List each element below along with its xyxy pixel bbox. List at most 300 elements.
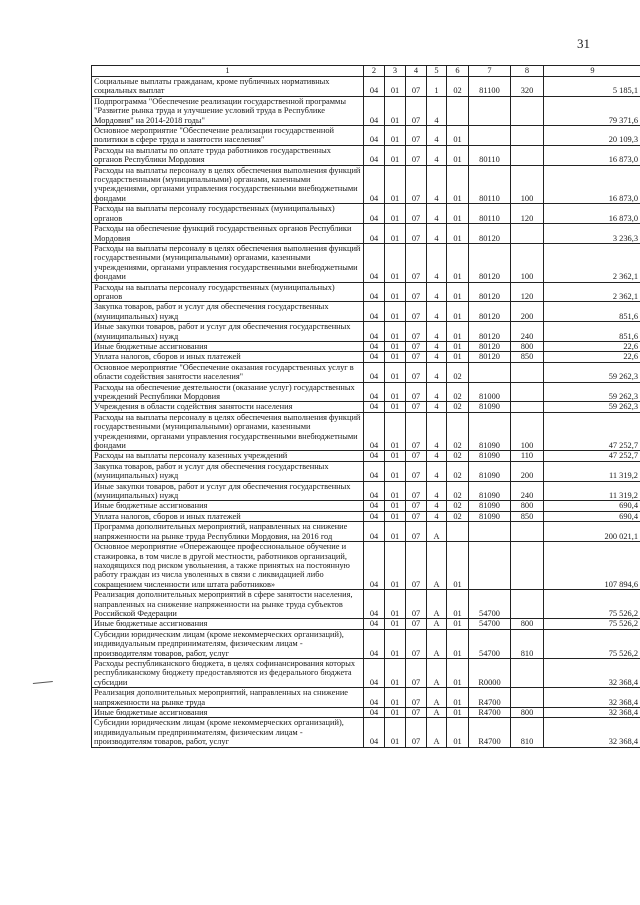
cell-subprogram: 02 [447, 77, 469, 97]
cell-amount: 11 319,2 [544, 461, 640, 481]
cell-program: А [427, 590, 447, 619]
cell-direction: 80110 [469, 165, 511, 204]
cell-direction [469, 96, 511, 125]
cell-direction: 81090 [469, 402, 511, 412]
table-row [92, 511, 640, 521]
cell-name: Расходы на выплаты персоналу в целях обеспечения выполнения функций государственными (муниципальными) органами, казенными учреждениями, органами управления государственными внебюджетными фондами [92, 165, 364, 204]
cell-section: 01 [385, 204, 406, 224]
cell-amount: 851,6 [544, 302, 640, 322]
cell-expense-type [511, 522, 544, 542]
cell-direction: R4700 [469, 718, 511, 747]
cell-subprogram: 01 [447, 282, 469, 302]
cell-name: Программа дополнительных мероприятий, направленных на снижение напряженности на рынке труда Республики Мордовия, на 2016 год [92, 522, 364, 542]
table-row [92, 708, 640, 718]
cell-amount: 5 185,1 [544, 77, 640, 97]
header-cell-program: 5 [427, 66, 447, 77]
cell-subsection: 07 [406, 511, 427, 521]
cell-section: 01 [385, 481, 406, 501]
cell-direction: 81090 [469, 461, 511, 481]
cell-name: Иные бюджетные ассигнования [92, 619, 364, 629]
budget-table [91, 65, 640, 748]
cell-direction: 54700 [469, 590, 511, 619]
cell-subprogram: 01 [447, 224, 469, 244]
cell-program: 4 [427, 362, 447, 382]
cell-expense-type: 110 [511, 451, 544, 461]
cell-subsection: 07 [406, 522, 427, 542]
cell-program: 4 [427, 382, 447, 402]
cell-chapter: 04 [364, 96, 385, 125]
cell-subprogram: 01 [447, 688, 469, 708]
cell-chapter: 04 [364, 362, 385, 382]
cell-name: Закупка товаров, работ и услуг для обеспечения государственных (муниципальных) нужд [92, 302, 364, 322]
cell-amount: 851,6 [544, 322, 640, 342]
cell-program: 4 [427, 451, 447, 461]
cell-subprogram: 01 [447, 590, 469, 619]
table-body [92, 77, 640, 748]
cell-chapter: 04 [364, 77, 385, 97]
cell-expense-type: 800 [511, 501, 544, 511]
table-row [92, 481, 640, 501]
cell-amount: 59 262,3 [544, 382, 640, 402]
cell-chapter: 04 [364, 501, 385, 511]
cell-chapter: 04 [364, 322, 385, 342]
cell-amount: 200 021,1 [544, 522, 640, 542]
cell-direction: 80110 [469, 145, 511, 165]
cell-section: 01 [385, 145, 406, 165]
table-row [92, 341, 640, 351]
cell-direction: 81090 [469, 501, 511, 511]
cell-chapter: 04 [364, 688, 385, 708]
cell-chapter: 04 [364, 481, 385, 501]
cell-program: 4 [427, 204, 447, 224]
cell-program: 4 [427, 302, 447, 322]
cell-subsection: 07 [406, 590, 427, 619]
cell-subprogram: 01 [447, 352, 469, 362]
cell-chapter: 04 [364, 402, 385, 412]
cell-expense-type: 100 [511, 165, 544, 204]
cell-direction: R4700 [469, 708, 511, 718]
cell-amount: 16 873,0 [544, 204, 640, 224]
cell-amount: 32 368,4 [544, 658, 640, 687]
cell-expense-type: 850 [511, 352, 544, 362]
cell-expense-type [511, 145, 544, 165]
cell-subsection: 07 [406, 542, 427, 590]
cell-subsection: 07 [406, 382, 427, 402]
table-row [92, 322, 640, 342]
table-row [92, 302, 640, 322]
cell-expense-type: 850 [511, 511, 544, 521]
cell-subsection: 07 [406, 658, 427, 687]
cell-chapter: 04 [364, 243, 385, 282]
table-row [92, 282, 640, 302]
cell-expense-type [511, 590, 544, 619]
cell-direction: 54700 [469, 619, 511, 629]
table-row [92, 590, 640, 619]
cell-subsection: 07 [406, 718, 427, 747]
cell-name: Иные закупки товаров, работ и услуг для обеспечения государственных (муниципальных) нужд [92, 322, 364, 342]
cell-program: 4 [427, 412, 447, 451]
cell-amount: 690,4 [544, 501, 640, 511]
cell-subprogram: 02 [447, 382, 469, 402]
cell-program: 4 [427, 282, 447, 302]
cell-name: Учреждения в области содействия занятости населения [92, 402, 364, 412]
cell-expense-type: 800 [511, 341, 544, 351]
cell-section: 01 [385, 718, 406, 747]
cell-chapter: 04 [364, 522, 385, 542]
cell-direction: 80120 [469, 243, 511, 282]
cell-program: А [427, 658, 447, 687]
cell-subprogram: 02 [447, 402, 469, 412]
cell-program: 4 [427, 243, 447, 282]
cell-section: 01 [385, 282, 406, 302]
cell-chapter: 04 [364, 658, 385, 687]
cell-direction [469, 362, 511, 382]
cell-section: 01 [385, 126, 406, 146]
cell-name: Иные бюджетные ассигнования [92, 341, 364, 351]
cell-direction: 81090 [469, 481, 511, 501]
cell-subprogram: 02 [447, 451, 469, 461]
cell-subprogram: 02 [447, 461, 469, 481]
cell-expense-type: 800 [511, 708, 544, 718]
cell-name: Расходы на выплаты персоналу в целях обеспечения выполнения функций государственными (муниципальными) органами, казенными учреждениями, органами управления государственными внебюджетными фондами [92, 412, 364, 451]
cell-subprogram: 01 [447, 708, 469, 718]
cell-direction: 80120 [469, 341, 511, 351]
table-row [92, 382, 640, 402]
cell-direction: 81000 [469, 382, 511, 402]
cell-section: 01 [385, 302, 406, 322]
header-cell-amount: 9 [544, 66, 640, 77]
cell-chapter: 04 [364, 629, 385, 658]
cell-section: 01 [385, 224, 406, 244]
cell-section: 01 [385, 322, 406, 342]
cell-subsection: 07 [406, 501, 427, 511]
cell-subsection: 07 [406, 145, 427, 165]
cell-section: 01 [385, 688, 406, 708]
cell-chapter: 04 [364, 708, 385, 718]
cell-amount: 79 371,6 [544, 96, 640, 125]
cell-section: 01 [385, 382, 406, 402]
cell-expense-type: 810 [511, 629, 544, 658]
cell-name: Субсидии юридическим лицам (кроме некоммерческих организаций), индивидуальным предпринимателям, физическим лицам - производителям товаров, работ, услуг [92, 718, 364, 747]
table-row [92, 362, 640, 382]
cell-program: А [427, 708, 447, 718]
cell-section: 01 [385, 590, 406, 619]
cell-subsection: 07 [406, 96, 427, 125]
cell-chapter: 04 [364, 590, 385, 619]
cell-program: 4 [427, 501, 447, 511]
cell-direction: 81090 [469, 412, 511, 451]
cell-direction: 81090 [469, 451, 511, 461]
cell-section: 01 [385, 243, 406, 282]
cell-amount: 22,6 [544, 352, 640, 362]
cell-name: Закупка товаров, работ и услуг для обеспечения государственных (муниципальных) нужд [92, 461, 364, 481]
cell-subsection: 07 [406, 302, 427, 322]
cell-subsection: 07 [406, 204, 427, 224]
cell-direction: 80120 [469, 302, 511, 322]
cell-chapter: 04 [364, 461, 385, 481]
table-row [92, 501, 640, 511]
table-row [92, 204, 640, 224]
cell-subprogram: 01 [447, 204, 469, 224]
cell-section: 01 [385, 629, 406, 658]
cell-name: Расходы на выплаты персоналу государственных (муниципальных) органов [92, 282, 364, 302]
cell-amount: 20 109,3 [544, 126, 640, 146]
cell-chapter: 04 [364, 412, 385, 451]
cell-program: 4 [427, 96, 447, 125]
cell-amount: 32 368,4 [544, 718, 640, 747]
header-cell-direction: 7 [469, 66, 511, 77]
cell-expense-type: 120 [511, 204, 544, 224]
cell-subprogram: 01 [447, 341, 469, 351]
cell-name: Субсидии юридическим лицам (кроме некоммерческих организаций), индивидуальным предпринимателям, физическим лицам - производителям товаров, работ, услуг [92, 629, 364, 658]
cell-expense-type [511, 96, 544, 125]
header-cell-name: 1 [92, 66, 364, 77]
cell-name: Основное мероприятие "Обеспечение оказания государственных услуг в области содействия занятости населения" [92, 362, 364, 382]
cell-program: 4 [427, 481, 447, 501]
cell-direction [469, 126, 511, 146]
cell-program: А [427, 542, 447, 590]
cell-subprogram: 01 [447, 243, 469, 282]
cell-program: 1 [427, 77, 447, 97]
cell-subsection: 07 [406, 461, 427, 481]
cell-expense-type: 100 [511, 412, 544, 451]
cell-expense-type: 200 [511, 302, 544, 322]
cell-name: Иные бюджетные ассигнования [92, 501, 364, 511]
cell-subsection: 07 [406, 688, 427, 708]
cell-amount: 47 252,7 [544, 412, 640, 451]
cell-direction [469, 522, 511, 542]
cell-subprogram: 01 [447, 126, 469, 146]
cell-program: А [427, 629, 447, 658]
cell-expense-type: 200 [511, 461, 544, 481]
cell-chapter: 04 [364, 352, 385, 362]
table-row [92, 224, 640, 244]
cell-name: Расходы на выплаты персоналу в целях обеспечения выполнения функций государственными (муниципальными) органами, казенными учреждениями, органами управления государственными внебюджетными фондами [92, 243, 364, 282]
cell-name: Основное мероприятие «Опережающее профессиональное обучение и стажировка, в том числе в другой местности, работников организаций, находящихся под риском увольнения, а также принятых на постоянную работу граждан из числа уволенных в связи с ликвидацией либо сокращением численности или штата работников» [92, 542, 364, 590]
table-row [92, 402, 640, 412]
cell-name: Расходы на выплаты по оплате труда работников государственных органов Республики Мордовия [92, 145, 364, 165]
cell-amount: 107 894,6 [544, 542, 640, 590]
cell-chapter: 04 [364, 341, 385, 351]
cell-section: 01 [385, 352, 406, 362]
cell-amount: 32 368,4 [544, 688, 640, 708]
cell-section: 01 [385, 412, 406, 451]
cell-subsection: 07 [406, 629, 427, 658]
cell-name: Иные закупки товаров, работ и услуг для обеспечения государственных (муниципальных) нужд [92, 481, 364, 501]
cell-chapter: 04 [364, 224, 385, 244]
cell-direction: 54700 [469, 629, 511, 658]
cell-amount: 3 236,3 [544, 224, 640, 244]
table-row [92, 619, 640, 629]
cell-subsection: 07 [406, 126, 427, 146]
cell-subprogram: 02 [447, 362, 469, 382]
table-header-row [92, 66, 640, 77]
cell-name: Подпрограмма "Обеспечение реализации государственной программы "Развитие рынка труда и улучшение условий труда в Республике Мордовия" на 2014-2018 годы" [92, 96, 364, 125]
table-row [92, 96, 640, 125]
cell-section: 01 [385, 619, 406, 629]
cell-name: Реализация дополнительных мероприятий в сфере занятости населения, направленных на снижение напряженности на рынке труда субъектов Российской Федерации [92, 590, 364, 619]
cell-subprogram: 01 [447, 145, 469, 165]
cell-direction: 81090 [469, 511, 511, 521]
cell-amount: 2 362,1 [544, 282, 640, 302]
cell-expense-type [511, 362, 544, 382]
cell-section: 01 [385, 522, 406, 542]
cell-name: Иные бюджетные ассигнования [92, 708, 364, 718]
cell-subprogram: 01 [447, 718, 469, 747]
table-row [92, 243, 640, 282]
table-row [92, 522, 640, 542]
cell-amount: 22,6 [544, 341, 640, 351]
cell-program: 4 [427, 145, 447, 165]
table-row [92, 658, 640, 687]
cell-expense-type [511, 382, 544, 402]
cell-section: 01 [385, 708, 406, 718]
cell-chapter: 04 [364, 204, 385, 224]
cell-subsection: 07 [406, 282, 427, 302]
cell-program: 4 [427, 341, 447, 351]
cell-section: 01 [385, 451, 406, 461]
table-row [92, 688, 640, 708]
cell-name: Расходы на обеспечение функций государственных органов Республики Мордовия [92, 224, 364, 244]
cell-subprogram: 02 [447, 511, 469, 521]
table-row [92, 145, 640, 165]
cell-program: 4 [427, 126, 447, 146]
table-row [92, 352, 640, 362]
header-cell-chapter: 2 [364, 66, 385, 77]
cell-program: 4 [427, 322, 447, 342]
cell-chapter: 04 [364, 511, 385, 521]
cell-subsection: 07 [406, 341, 427, 351]
cell-subsection: 07 [406, 412, 427, 451]
cell-subprogram: 01 [447, 658, 469, 687]
cell-name: Уплата налогов, сборов и иных платежей [92, 511, 364, 521]
cell-section: 01 [385, 96, 406, 125]
cell-subprogram: 01 [447, 619, 469, 629]
cell-amount: 11 319,2 [544, 481, 640, 501]
cell-program: А [427, 718, 447, 747]
cell-section: 01 [385, 341, 406, 351]
cell-program: А [427, 522, 447, 542]
cell-section: 01 [385, 165, 406, 204]
cell-subprogram: 02 [447, 501, 469, 511]
cell-section: 01 [385, 542, 406, 590]
cell-section: 01 [385, 402, 406, 412]
page-number: 31 [577, 36, 590, 51]
cell-direction: R4700 [469, 688, 511, 708]
cell-chapter: 04 [364, 718, 385, 747]
cell-chapter: 04 [364, 619, 385, 629]
cell-program: 4 [427, 511, 447, 521]
cell-subsection: 07 [406, 402, 427, 412]
cell-direction: 81100 [469, 77, 511, 97]
cell-chapter: 04 [364, 282, 385, 302]
cell-direction: 80120 [469, 282, 511, 302]
cell-subsection: 07 [406, 619, 427, 629]
cell-direction: 80120 [469, 224, 511, 244]
cell-section: 01 [385, 511, 406, 521]
cell-section: 01 [385, 658, 406, 687]
table-row [92, 165, 640, 204]
cell-name: Расходы на выплаты персоналу государственных (муниципальных) органов [92, 204, 364, 224]
cell-amount: 32 368,4 [544, 708, 640, 718]
cell-section: 01 [385, 77, 406, 97]
cell-subsection: 07 [406, 451, 427, 461]
cell-expense-type [511, 658, 544, 687]
cell-subprogram [447, 522, 469, 542]
cell-name: Уплата налогов, сборов и иных платежей [92, 352, 364, 362]
cell-amount: 59 262,3 [544, 402, 640, 412]
cell-program: 4 [427, 352, 447, 362]
cell-amount: 75 526,2 [544, 619, 640, 629]
table-row [92, 542, 640, 590]
cell-program: А [427, 619, 447, 629]
cell-direction: 80120 [469, 322, 511, 342]
cell-expense-type [511, 224, 544, 244]
cell-subsection: 07 [406, 322, 427, 342]
cell-amount: 59 262,3 [544, 362, 640, 382]
cell-expense-type: 100 [511, 243, 544, 282]
cell-expense-type: 120 [511, 282, 544, 302]
cell-expense-type [511, 402, 544, 412]
cell-section: 01 [385, 501, 406, 511]
cell-expense-type [511, 688, 544, 708]
header-cell-expense-type: 8 [511, 66, 544, 77]
cell-subprogram [447, 96, 469, 125]
cell-name: Расходы на обеспечение деятельности (оказание услуг) государственных учреждений Республики Мордовия [92, 382, 364, 402]
cell-name: Расходы на выплаты персоналу казенных учреждений [92, 451, 364, 461]
cell-expense-type: 800 [511, 619, 544, 629]
cell-subprogram: 02 [447, 481, 469, 501]
cell-name: Основное мероприятие "Обеспечение реализации государственной политики в сфере труда и занятости населения" [92, 126, 364, 146]
cell-expense-type: 240 [511, 322, 544, 342]
cell-program: 4 [427, 402, 447, 412]
header-cell-subprogram: 6 [447, 66, 469, 77]
cell-amount: 16 873,0 [544, 145, 640, 165]
cell-expense-type: 320 [511, 77, 544, 97]
cell-chapter: 04 [364, 145, 385, 165]
cell-program: 4 [427, 224, 447, 244]
cell-section: 01 [385, 362, 406, 382]
header-cell-subsection: 4 [406, 66, 427, 77]
cell-chapter: 04 [364, 165, 385, 204]
cell-subprogram: 02 [447, 412, 469, 451]
cell-expense-type [511, 542, 544, 590]
cell-subsection: 07 [406, 362, 427, 382]
cell-chapter: 04 [364, 542, 385, 590]
cell-subsection: 07 [406, 352, 427, 362]
cell-subsection: 07 [406, 243, 427, 282]
cell-amount: 75 526,2 [544, 590, 640, 619]
cell-expense-type [511, 126, 544, 146]
cell-name: Социальные выплаты гражданам, кроме публичных нормативных социальных выплат [92, 77, 364, 97]
table-row [92, 718, 640, 747]
cell-subprogram: 01 [447, 165, 469, 204]
cell-amount: 47 252,7 [544, 451, 640, 461]
cell-subprogram: 01 [447, 629, 469, 658]
table-row [92, 451, 640, 461]
cell-direction: R0000 [469, 658, 511, 687]
cell-direction: 80120 [469, 352, 511, 362]
cell-subsection: 07 [406, 708, 427, 718]
cell-direction [469, 542, 511, 590]
cell-chapter: 04 [364, 382, 385, 402]
cell-subsection: 07 [406, 77, 427, 97]
cell-subprogram: 01 [447, 322, 469, 342]
table-row [92, 126, 640, 146]
table-row [92, 77, 640, 97]
cell-subprogram: 01 [447, 542, 469, 590]
cell-chapter: 04 [364, 451, 385, 461]
